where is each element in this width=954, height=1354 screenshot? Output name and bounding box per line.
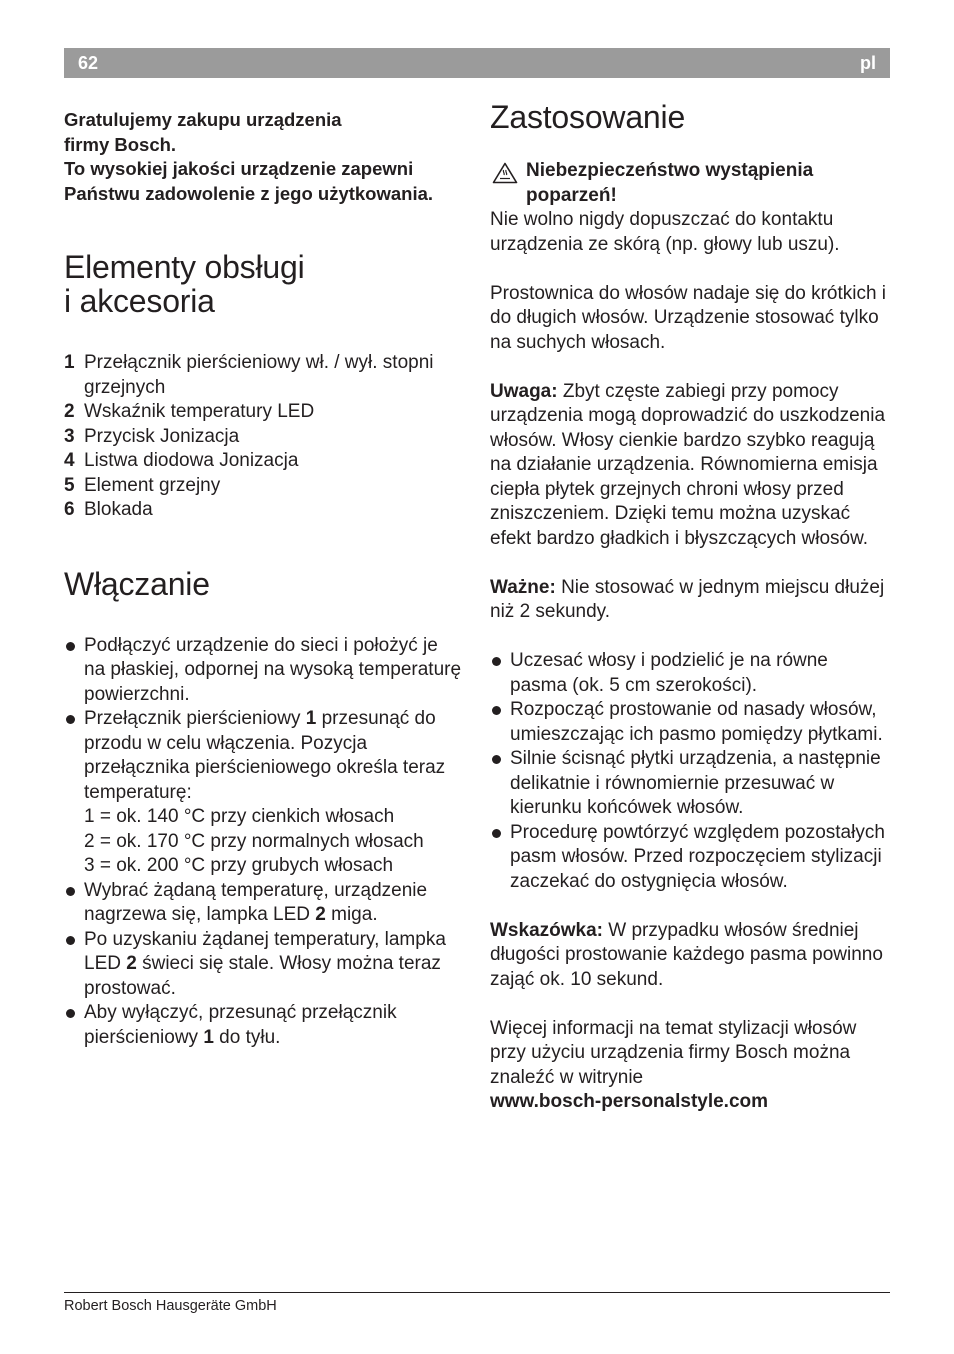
list-item <box>64 879 464 928</box>
list-item <box>64 449 464 474</box>
list-item <box>64 474 464 499</box>
website-url[interactable]: www.bosch-personalstyle.com <box>490 1091 769 1112</box>
list-item <box>64 425 464 450</box>
item-text: Blokada <box>84 499 153 520</box>
list-item: Silnie ścisnąć płytki urządzenia, a następnie delikatnie i równomiernie przesuwać w kierunku końcówek włosów. <box>490 747 890 821</box>
language-code: pl <box>860 53 876 73</box>
note-label: Wskazówka: <box>490 919 603 941</box>
page-header-bar <box>64 48 890 78</box>
temp-setting: 1 = ok. 140 °C przy cienkich włosach <box>84 806 395 827</box>
list-item <box>64 634 464 708</box>
footer-divider <box>64 1292 890 1293</box>
list-item <box>64 707 464 879</box>
note-wskazowka <box>490 919 890 993</box>
step-text: Przełącznik pierścieniowy <box>84 708 306 729</box>
item-number: 3 <box>64 425 75 447</box>
title-line: i akcesoria <box>64 283 215 319</box>
parts-list <box>64 351 464 523</box>
intro-line: Państwu zadowolenie z jego użytkowania. <box>64 182 434 204</box>
note-text: Zbyt częste zabiegi przy pomocy urządzenia mogą doprowadzić do uszkodzenia włosów. Włosy cienkie bardzo szybko reagują na działanie urządzenia. Równomierna emisja ciepła płytek grzejnych chroni włosy przed zniszczeniem. Dzięki temu można uzyskać efekt bardzo gładkich i błyszczących włosów. <box>490 380 886 549</box>
item-number: 2 <box>64 401 75 422</box>
title-line: Elementy obsługi <box>64 249 305 285</box>
step-text: Podłączyć urządzenie do sieci i położyć je na płaskiej, odpornej na wysoką temperaturę powierzchni. <box>84 634 462 705</box>
item-number: 5 <box>64 474 75 496</box>
note-text: Nie stosować w jednym miejscu dłużej niż 2 sekundy. <box>490 576 885 622</box>
list-item <box>64 1001 464 1050</box>
temp-setting: 3 = ok. 200 °C przy grubych włosach <box>84 855 394 876</box>
ref-number: 1 <box>305 708 317 729</box>
list-item: Uczesać włosy i podzielić je na równe pasma (ok. 5 cm szerokości). <box>490 649 890 698</box>
step-text: Wybrać żądaną temperaturę, urządzenie nagrzewa się, lampka LED <box>84 879 428 925</box>
item-text: Przycisk Jonizacja <box>84 425 240 447</box>
warning-triangle-icon <box>492 162 518 184</box>
warning-heading <box>490 159 890 208</box>
paragraph: Prostownica do włosów nadaje się do krótkich i do długich włosów. Urządzenie stosować tylko na suchych włosach. <box>490 282 887 353</box>
item-text: Element grzejny <box>84 474 221 496</box>
list-item <box>64 351 464 400</box>
item-text: Przełącznik pierścieniowy wł. / wył. stopni grzejnych <box>84 352 434 398</box>
left-column <box>64 108 464 1050</box>
step-text: przesunąć do przodu w celu włączenia. Pozycja przełącznika pierścieniowego określa teraz temperaturę: <box>84 708 446 803</box>
list-item <box>64 400 464 425</box>
note-label: Ważne: <box>490 576 556 598</box>
warning-text: Nie wolno nigdy dopuszczać do kontaktu urządzenia ze skórą (np. głowy lub uszu). <box>490 209 840 255</box>
step-text: do tyłu. <box>213 1026 281 1048</box>
page-number: 62 <box>78 53 99 73</box>
right-column <box>490 99 890 1115</box>
item-number: 4 <box>64 450 75 471</box>
step-text: świeci się stale. Włosy można teraz prostować. <box>84 953 441 999</box>
ref-number: 2 <box>126 953 137 974</box>
note-wazne <box>490 576 890 625</box>
note-label: Uwaga: <box>490 380 558 402</box>
step-text: Po uzyskaniu żądanej temperatury, lampka LED <box>84 928 446 974</box>
step-text: miga. <box>325 904 378 925</box>
intro-line: To wysokiej jakości urządzenie zapewni <box>64 158 414 179</box>
footer-company: Robert Bosch Hausgeräte GmbH <box>64 1298 277 1314</box>
list-item <box>64 498 464 523</box>
list-item: Procedurę powtórzyć względem pozostałych pasm włosów. Przed rozpoczęciem stylizacji zaczekać do ostygnięcia włosów. <box>490 821 890 895</box>
ref-number: 2 <box>315 904 326 925</box>
section-title-elements <box>64 250 464 318</box>
temp-setting: 2 = ok. 170 °C przy normalnych włosach <box>84 830 424 852</box>
more-info-text: Więcej informacji na temat stylizacji włosów przy użyciu urządzenia firmy Bosch można znaleźć w witrynie <box>490 1017 857 1088</box>
switch-on-steps <box>64 634 464 1051</box>
list-item: Rozpocząć prostowanie od nasady włosów, umieszczając ich pasmo pomiędzy płytkami. <box>490 698 890 747</box>
item-text: Wskaźnik temperatury LED <box>84 401 315 422</box>
note-uwaga <box>490 380 890 552</box>
list-item <box>64 928 464 1002</box>
intro-line: firmy Bosch. <box>64 133 177 155</box>
item-number: 6 <box>64 499 75 520</box>
note-text: W przypadku włosów średniej długości prostowanie każdego pasma powinno zająć ok. 10 sekund. <box>490 919 883 990</box>
website-link[interactable] <box>490 1090 890 1115</box>
warning-title: Niebezpieczeństwo wystąpienia poparzeń! <box>526 160 814 206</box>
item-text: Listwa diodowa Jonizacja <box>84 450 299 471</box>
usage-steps <box>490 649 890 894</box>
item-number: 1 <box>64 352 75 373</box>
section-title-wlaczanie: Włączanie <box>64 565 210 602</box>
intro-line: Gratulujemy zakupu urządzenia <box>64 109 342 130</box>
step-text: Aby wyłączyć, przesunąć przełącznik pierścieniowy <box>84 1002 397 1048</box>
intro-text <box>64 108 464 206</box>
section-title-zastosowanie: Zastosowanie <box>490 99 686 135</box>
ref-number: 1 <box>203 1026 214 1048</box>
